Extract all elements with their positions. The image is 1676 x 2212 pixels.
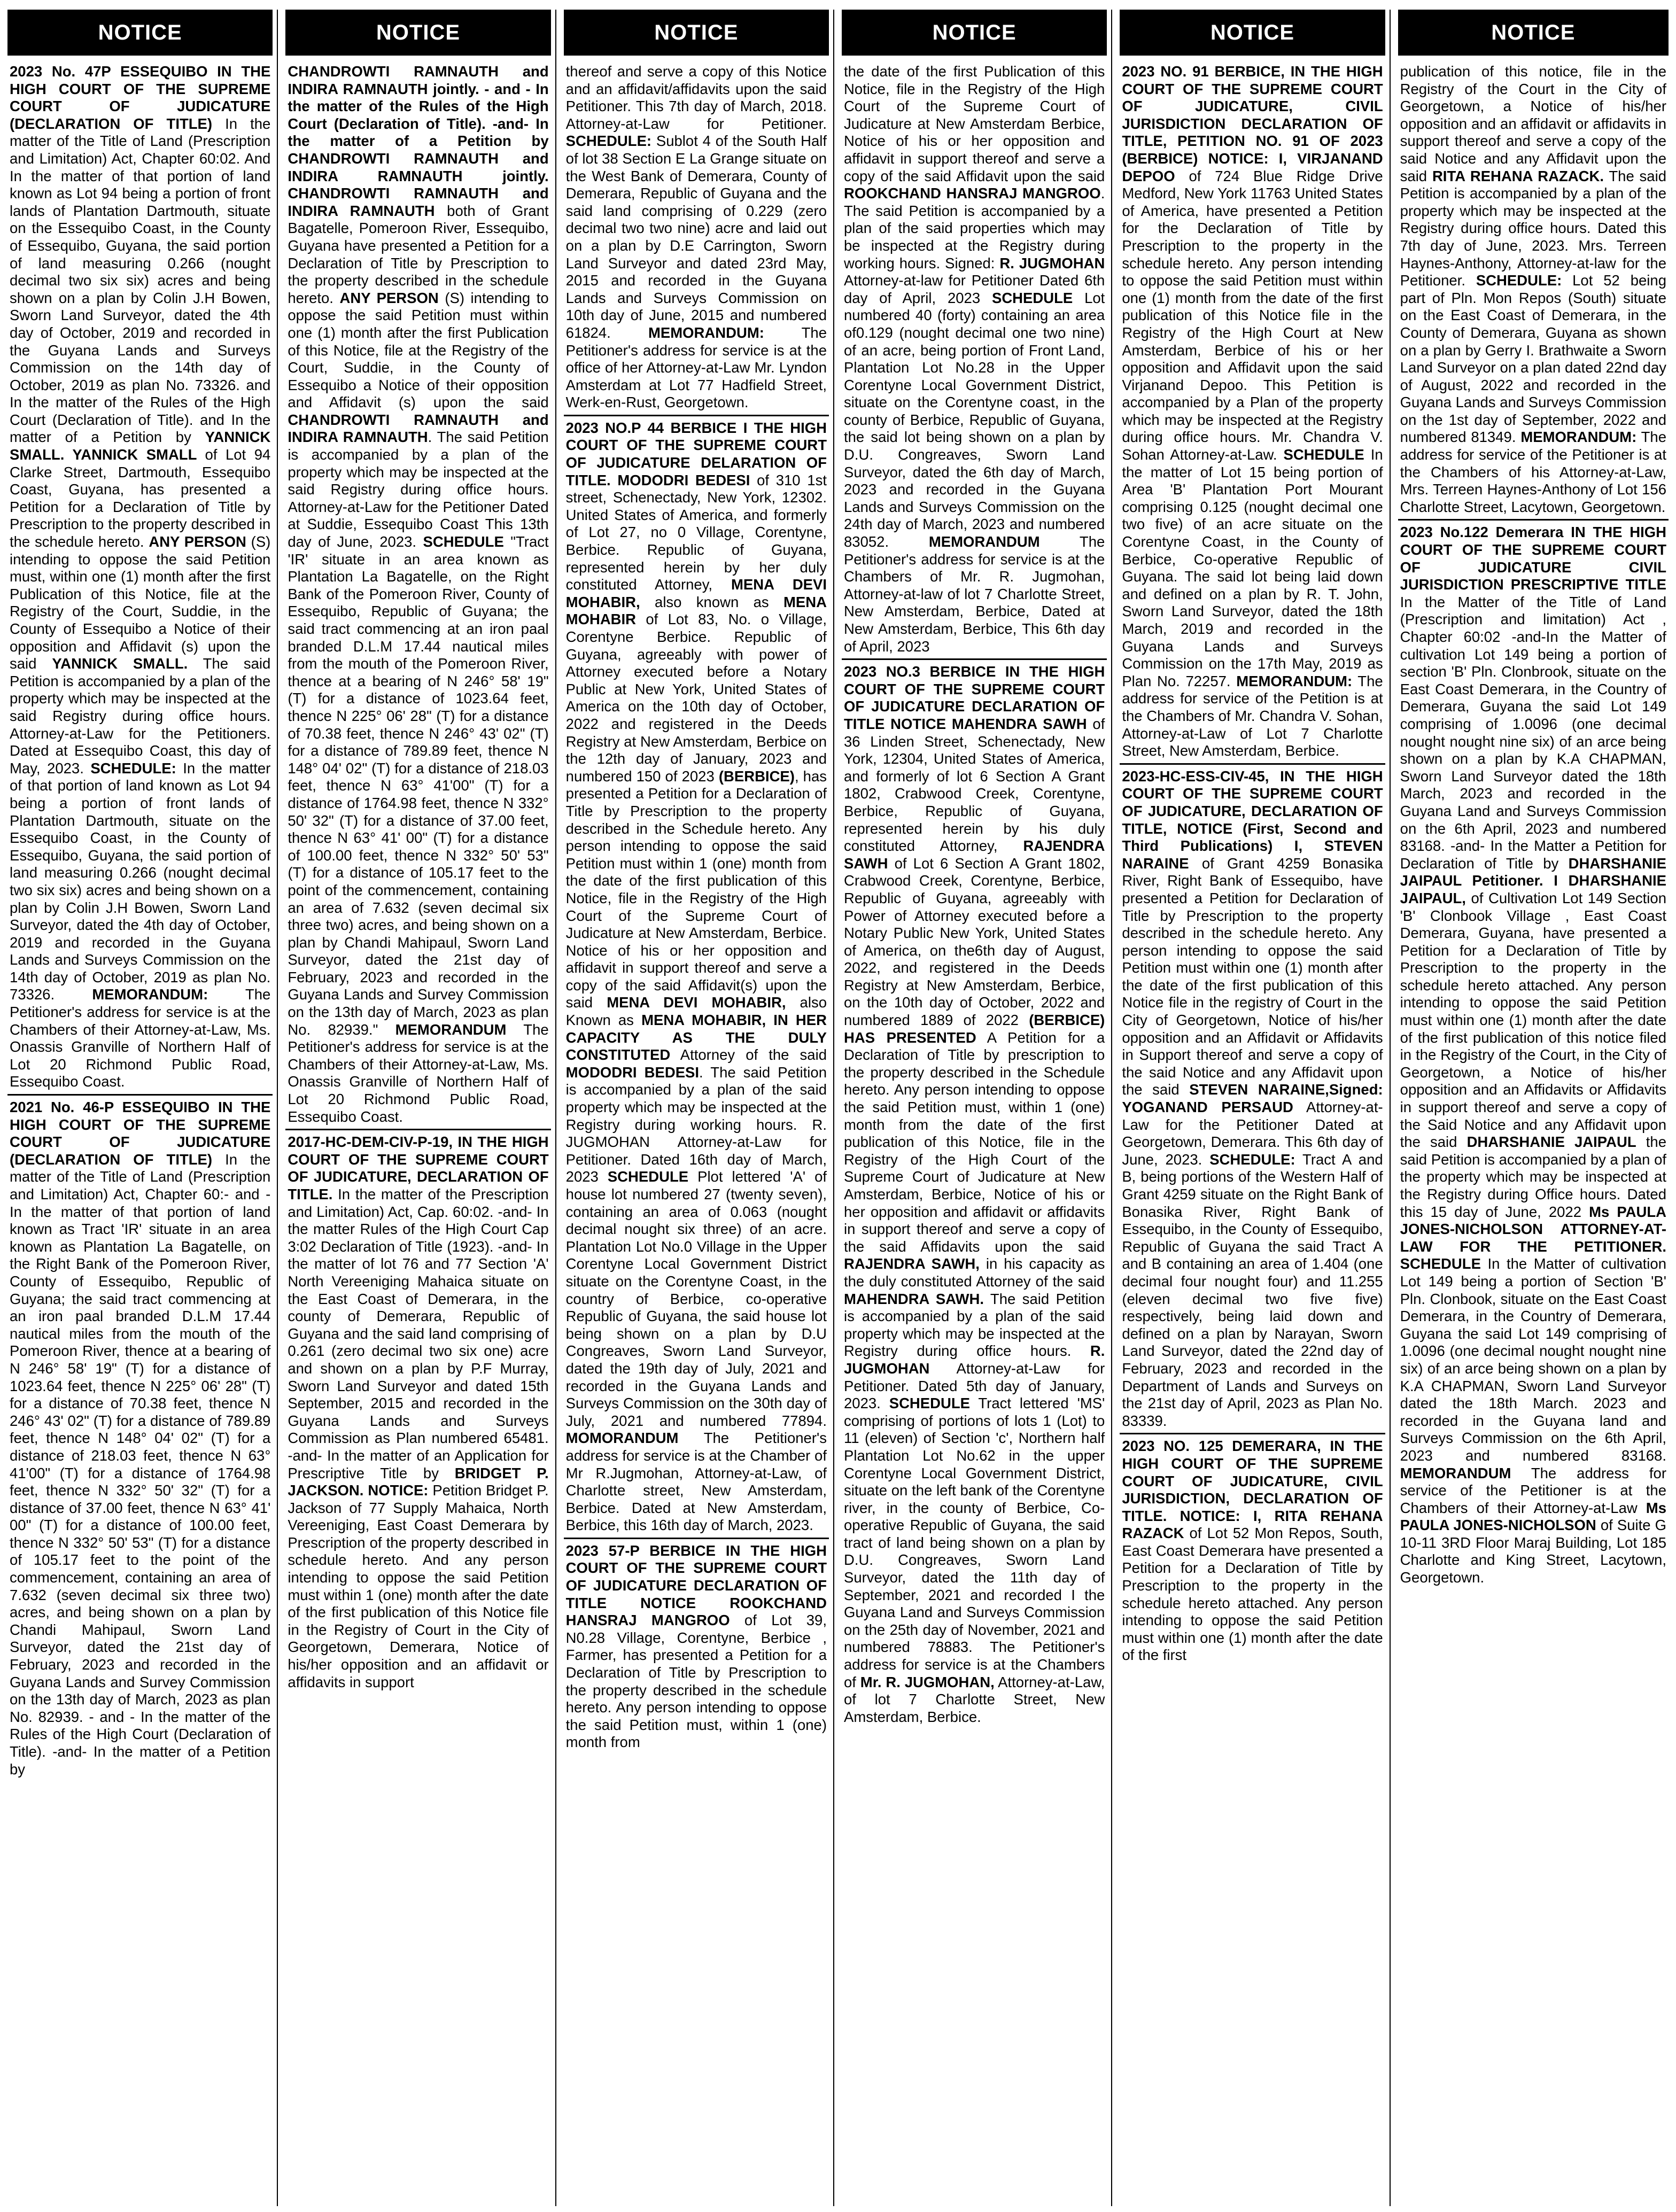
notice-entry: [7, 1098, 273, 1781]
notice-bold-text: 2017-HC-DEM-CIV-P-19, IN THE HIGH COURT OF THE SUPREME COURT OF JUDICATURE, DECLARATION OF TITLE.: [288, 1134, 549, 1202]
notice-column-3: [564, 10, 834, 2206]
notice-bold-text: Ms PAULA JONES-NICHOLSON ATTORNEY-AT-LAW FOR THE PETITIONER. SCHEDULE: [1400, 1203, 1666, 1272]
notice-bold-text: (BERBICE) HAS PRESENTED: [844, 1012, 1105, 1046]
notice-text: of Lot 6 Section A Grant 1802, Crabwood Creek, Corentyne, Berbice, Republic of Guyana, agreeably with Power of Attorney executed before a Notary Public New York, United States of America, on the6th day of August, 2022, and registered in the Deeds Registry at New Amsterdam, Berbice, on the 10th day of October, 2022 and numbered 1889 of 2022: [844, 855, 1105, 1029]
notice-bold-text: MEMORANDUM: [1400, 1464, 1511, 1481]
notice-entry: [1120, 1437, 1385, 1667]
notice-bold-text: 2023 NO.3 BERBICE IN THE HIGH COURT OF THE SUPREME COURT OF JUDICATURE DECLARATION OF TITLE NOTICE MAHENDRA SAWH: [844, 663, 1105, 732]
notice-text: In the Matter of the Title of Land (Prescription and limitation) Act , Chapter 60:02 -and-In the Matter of cultivation Lot 149 being a portion of section 'B' Pln. Clonbrook, situate on the East Coast Demerara, in the Country of Demerara, Guyana the said Lot 149 comprising of 1.0096 (one decimal nought nought nine six) of an arce being shown on a plan by K.A CHAPMAN, Sworn Land Surveyor dated the 18th March, 2023 and recorded in the Guyana Land and Surveys Commission on the 6th April, 2023 and numbered 83168. -and- In the Matter a Petition for Declaration of Title by: [1400, 593, 1666, 872]
notice-text: The Petitioner's address for service is at the Chambers of their Attorney-at-Law, Ms. Onassis Granville of Northern Half of Lot 20 Richmond Public Road, Essequibo Coast.: [288, 1021, 549, 1125]
notice-text: The Petitioner's address for service is at the office of her Attorney-at-Law Mr. Lyndon Amsterdam at Lot 77 Hadfield Street, Werk-en-Rust, Georgetown.: [565, 324, 827, 411]
notice-bold-text: CHANDROWTI RAMNAUTH and INDIRA RAMNAUTH jointly. - and - In the matter of the Rules of the High Court (Declaration of Title). -and- In the matter of a Petition by CHANDROWTI RAMNAUTH and INDIRA RAMNAUTH jointly. CHANDROWTI RAMNAUTH and INDIRA RAMNAUTH: [288, 63, 549, 219]
notice-text: Attorney-at-law for Petitioner Dated 6th day of April, 2023: [844, 272, 1105, 306]
notice-text: Attorney-at-Law for the Petitioner Dated at Georgetown, Demerara. This 6th day of June, 2023.: [1122, 1099, 1383, 1168]
notice-text: In the matter of the Prescription and Limitation) Act, Cap. 60:02. -and- In the matter Rules of the High Court Cap 3:02 Declaration of Title (1923). -and- In the matter of lot 76 and 77 Section 'A' North Vereeniging Mahaica situate on the East Coast of Demerara, in the county of Demerara, Republic of Guyana and the said land comprising of 0.261 (zero decimal two six one) acre and shown on a plan by P.F Murray, Sworn Land Surveyor and dated 15th September, 2015 and recorded in the Guyana Lands and Surveys Commission as Plan numbered 65481. -and- In the matter of an Application for Prescriptive Title by: [288, 1186, 549, 1481]
notice-text: (S) intending to oppose the said Petition must within one (1) month after the first Publication of this Notice, file at the Registry of the Court, Suddie, in the County of Essequibo a Notice of their opposition and Affidavit (s) upon the said: [288, 289, 549, 411]
notice-bold-text: CHANDROWTI RAMNAUTH and INDIRA RAMNAUTH: [288, 411, 549, 446]
notice-banner: NOTICE: [842, 10, 1107, 56]
notice-banner: NOTICE: [7, 10, 273, 56]
notice-text: The Petitioner's address for service is at the Chambers of their Attorney-at-Law, Ms. Onassis Granville of Northern Half of Lot 20 Richmond Public Road, Essequibo Coast.: [10, 986, 271, 1090]
notice-text: of Lot 83, No. o Village, Corentyne Berbice. Republic of Guyana, agreeably with power of Attorney executed before a Notary Public at New York, United States of America on the 10th day of October, 2022 and registered in the Deeds Registry at New Amsterdam, Berbice on the 12th day of January, 2023 and numbered 150 of 2023: [565, 611, 827, 785]
notice-column-5: [1120, 10, 1390, 2206]
notice-text: Tract A and B, being portions of the Western Half of Grant 4259 situate on the Right Bank of Bonasika River, Right Bank of Essequibo, in the County of Essequibo, Republic of Guyana the said Tract A and B containing an area of 1.404 (one decimal four nought four) and 11.255 (eleven decimal two five five) respectively, being laid down and defined on a plan by Narayan, Sworn Land Surveyor, dated the 22nd day of February, 2023 and recorded in the Department of Lands and Surveys on the 21st day of April, 2023 as Plan No. 83339.: [1122, 1151, 1383, 1429]
notice-text: (S) intending to oppose the said Petition must, within one (1) month after the first Publication of this Notice, file at the Registry of the Court, Suddie, in the County of Essequibo a Notice of their opposition and Affidavit (s) upon the said: [10, 533, 271, 672]
notice-text: of 36 Linden Street, Schenectady, New York, 12304, United States of America, and formerly of lot 6 Section A Grant 1802, Crabwood Creek, Corentyne, Berbice, Republic of Guyana, represented herein by his duly constituted Attorney,: [844, 715, 1105, 855]
notice-text: . The said Petition is accompanied by a plan of the property which may be inspected at the said Registry during office hours. Attorney-at-Law for the Petitioner Dated at Suddie, Essequibo Coast This 13th day of June, 2023.: [288, 429, 549, 550]
notice-entry: [564, 1541, 829, 1755]
notice-bold-text: R. JUGMOHAN: [999, 254, 1105, 271]
notice-text: A Petition for a Declaration of Title by prescription to the property described in the Schedule hereto. Any person intending to oppose the said Petition must, within 1 (one) month from the date of the first publication of this Notice, file in the Registry of the High Court of the Supreme Court of Judicature at New Amsterdam, Berbice, Notice of his or her opposition and affidavit or affidavits in support thereof and serve a copy of the said Affidavits upon the said: [844, 1029, 1105, 1255]
notice-text: of Grant 4259 Bonasika River, Right Bank of Essequibo, have presented a Petition for Declaration of Title by Prescription to the property described in the schedule hereto. Any person intending to oppose the said Petition must within one (1) month after the date of the first publication of this Notice file in the registry of Court in the City of Georgetown, Notice of his/her opposition and an Affidavit or Affidavits in Support thereof and serve a copy of the said Notice and any Affidavit upon the said: [1122, 855, 1383, 1098]
notice-bold-text: 2023 No. 47P ESSEQUIBO IN THE HIGH COURT OF THE SUPREME COURT OF JUDICATURE (DECLARATION OF TITLE): [10, 63, 271, 132]
notice-banner: NOTICE: [285, 10, 550, 56]
notice-text: Lot 52 being part of Pln. Mon Repos (South) situate on the East Coast of Demerara, in the County of Demerara, Guyana as shown on a plan by Gerry I. Brathwaite a Sworn Land Surveyor on a plan dated 22nd day of August, 2022 and recorded in the Guyana Lands and Surveys Commission on the 1st day of September, 2022 and numbered 81349.: [1400, 272, 1666, 446]
notice-entry: [285, 62, 550, 1130]
notice-entry: [1120, 62, 1385, 765]
notice-text: the said Petition is accompanied by a plan of the property which may be inspected at the Registry during Office hours. Dated this 15 day of June, 2022: [1400, 1134, 1667, 1220]
notice-bold-text: MEMORANDUM: [928, 533, 1040, 550]
notice-bold-text: BRIDGET P. JACKSON. NOTICE:: [288, 1464, 549, 1499]
notice-bold-text: SCHEDULE: [607, 1168, 689, 1185]
notice-bold-text: SCHEDULE:: [90, 759, 176, 777]
notice-text: of Suite G 10-11 3RD Floor Maraj Building, Lot 185 Charlotte and King Street, Lacytown, Georgetown.: [1400, 1517, 1666, 1586]
notice-text: The said Petition is accompanied by a plan of the property which may be inspected at the Registry during office hours. Dated this 7th day of June, 2023. Mrs. Terreen Haynes-Anthony, Attorney-at-law for the Petitioner.: [1400, 167, 1667, 289]
notice-bold-text: R. JUGMOHAN: [844, 1342, 1105, 1377]
notice-bold-text: SCHEDULE:: [1209, 1151, 1295, 1168]
notice-bold-text: 2023 57-P BERBICE IN THE HIGH COURT OF THE SUPREME COURT OF JUDICATURE DECLARATION OF TITLE NOTICE ROOKCHAND HANSRAJ MANGROO: [565, 1542, 827, 1629]
notice-text: of 310 1st street, Schenectady, New York, 12302. United States of America, and formerly of Lot 27, no 0 Village, Corentyne, Berbice. Republic of Guyana, represented herein by her duly constituted Attorney,: [565, 471, 827, 593]
notice-text: Attorney of the said: [670, 1046, 827, 1064]
notice-bold-text: ANY PERSON: [149, 533, 251, 550]
notice-bold-text: SCHEDULE: [423, 533, 504, 550]
notice-text: The Petitioner's address for service is at the Chamber of Mr R.Jugmohan, Attorney-at-Law, of Charlotte street, New Amsterdam, Berbice. Dated at New Amsterdam, Berbice, this 16th day of March, 2023.: [565, 1430, 827, 1534]
notice-bold-text: 2023-HC-ESS-CIV-45, IN THE HIGH COURT OF THE SUPREME COURT OF JUDICATURE, DECLARATION OF TITLE, NOTICE (First, Second and Third Publications) I, STEVEN NARAINE: [1122, 767, 1383, 872]
notice-bold-text: Ms PAULA JONES-NICHOLSON: [1400, 1499, 1666, 1534]
notice-bold-text: RAJENDRA SAWH,: [844, 1255, 980, 1272]
notice-bold-text: DHARSHANIE JAIPAUL: [1467, 1134, 1636, 1151]
notice-column-6: [1398, 10, 1669, 2206]
notice-bold-text: DHARSHANIE JAIPAUL Petitioner. I DHARSHANIE JAIPAUL,: [1400, 855, 1666, 906]
notice-bold-text: RAJENDRA SAWH: [844, 837, 1105, 872]
notice-column-2: [285, 10, 556, 2206]
notice-text: Sublot 4 of the South Half of lot 38 Section E La Grange situate on the West Bank of Demerara, County of Demerara, Republic of Guyana and the said land comprising of 0.229 (zero decimal two two nine) acre and laid out on a plan by D.E Carrington, Sworn Land Surveyor and dated 23rd May, 2015 and recorded in the Guyana Lands and Surveys Commission on 10th day of June, 2015 and numbered 61824.: [565, 133, 827, 341]
notice-entry: [7, 62, 273, 1096]
notice-bold-text: MAHENDRA SAWH.: [844, 1290, 984, 1307]
notice-bold-text: MEMORANDUM:: [1236, 672, 1353, 689]
notice-text: Petition Bridget P. Jackson of 77 Supply Mahaica, North Vereeniging, East Coast Demerara by Prescription of the property described in schedule hereto. And any person intending to oppose the said Petition must within 1 (one) month after the date of the first publication of this Notice file in the Registry of Court in the City of Georgetown, Demerara, Notice of his/her opposition and an affidavit or affidavits in support: [288, 1482, 549, 1690]
notice-entry: [564, 62, 829, 416]
notice-bold-text: MEMORANDUM: [395, 1021, 507, 1038]
notice-entry: [1398, 62, 1669, 521]
notice-text: Tract lettered 'MS' comprising of portions of lots 1 (Lot) to 11 (eleven) of Section 'c', Northern half Plantation Lot No.62 in the upper Corentyne Local Government District, situate on the left bank of the Corentyne river, in the county of Berbice, Co-operative Republic of Guyana, the said tract of land being shown on a plan by D.U. Congreaves, Sworn Land Surveyor, dated the 11th day of September, 2021 and recorded I the Guyana Land and Surveys Commission on the 25th day of November, 2021 and numbered 78883. The Petitioner's address for service is at the Chambers of: [844, 1395, 1105, 1690]
notice-text: The address for service of the Petitioner is at the Chambers of his Attorney-at-Law, Mrs. Terreen Haynes-Anthony of Lot 156 Charlotte Street, Lacytown, Georgetown.: [1400, 429, 1666, 515]
notice-text: The Petitioner's address for service is at the Chambers of Mr. R. Jugmohan, Attorney-at-law of lot 7 Charlotte Street, New Amsterdam, Berbice, Dated at New Amsterdam, Berbice, This 6th day of April, 2023: [844, 533, 1105, 655]
notice-bold-text: Mr. R. JUGMOHAN,: [860, 1673, 995, 1690]
notice-bold-text: ANY PERSON: [339, 289, 439, 306]
notice-bold-text: 2021 No. 46-P ESSEQUIBO IN THE HIGH COURT OF THE SUPREME COURT OF JUDICATURE (DECLARATION OF TITLE): [10, 1099, 271, 1168]
notice-entry: [564, 418, 829, 1539]
notice-text: The said Petition is accompanied by a plan of the said property which may be inspected at the Registry during office hours.: [844, 1290, 1105, 1360]
notice-bold-text: SCHEDULE: [889, 1395, 970, 1412]
notice-bold-text: YANNICK SMALL. YANNICK SMALL: [10, 429, 271, 463]
notice-entry: [1120, 767, 1385, 1435]
notice-bold-text: MOMORANDUM: [565, 1430, 679, 1447]
notice-text: . The said Petition is accompanied by a plan of the said properties which may be inspected at the Registry during working hours. Signed:: [844, 185, 1105, 271]
notice-bold-text: MENA DEVI MOHABIR,: [565, 576, 827, 610]
notice-text: of Lot 39, N0.28 Village, Corentyne, Berbice , Farmer, has presented a Petition for a Declaration of Title by Prescription to the property described in the schedule hereto. Any person intending to oppose the said Petition must, within 1 (one) month from: [565, 1612, 827, 1751]
notice-bold-text: (BERBICE): [718, 767, 795, 785]
notice-bold-text: MENA DEVI MOHABIR,: [607, 994, 786, 1011]
notice-text: of 724 Blue Ridge Drive Medford, New York 11763 United States of America, have presented a Petition for the Declaration of Title by Prescription to the property in the schedule hereto. Any person intending to oppose the said Petition must within one (1) month from the date of the first publication of this Notice file in the Registry of the High Court at New Amsterdam, Berbice of his or her opposition and Affidavit upon the said Virjanand Depoo. This Petition is accompanied by a Plan of the property which may be inspected at the Registry during office hours. Mr. Chandra V. Sohan Attorney-at-Law.: [1122, 167, 1383, 463]
notice-entry: [285, 1132, 550, 1694]
notice-banner: NOTICE: [564, 10, 829, 56]
notice-text: The said Petition is accompanied by a plan of the property which may be inspected at the said Registry during office hours. Attorney-at-Law for the Petitioners. Dated at Essequibo Coast, this day of May, 2023.: [10, 655, 271, 777]
notice-bold-text: MEMORANDUM:: [1520, 429, 1637, 446]
notice-bold-text: MENA MOHABIR, IN HER CAPACITY AS THE DULY CONSTITUTED: [565, 1012, 827, 1064]
notice-banner: NOTICE: [1120, 10, 1385, 56]
notice-bold-text: 2023 No.122 Demerara IN THE HIGH COURT OF THE SUPREME COURT OF JUDICATURE CIVIL JURISDICTION PRESCRIPTIVE TITLE: [1400, 524, 1666, 593]
notice-entry: [842, 662, 1107, 1729]
notice-text: "Tract 'IR' situate in an area known as Plantation La Bagatelle, on the Right Bank of the Pomeroon River, County of Essequibo, Republic of Guyana; the said tract commencing at an iron paal branded D.L.M 17.44 nautical miles from the mouth of the Pomeroon River, thence at a bearing of N 246° 58' 19" (T) for a distance of 1023.64 feet, thence N 225° 06' 28" (T) for a distance of 70.38 feet, thence N 246° 43' 02" (T) for a distance of 789.89 feet, thence N 148° 04' 02" (T) for a distance of 218.03 feet, thence N 63° 41'00" (T) for a distance of 1764.98 feet, thence N 332° 50' 32" (T) for a distance of 37.00 feet, thence N 63° 41' 00" (T) for a distance of 100.00 feet, thence N 332° 50' 53" (T) for a distance of 105.17 feet to the point of the commencement, containing an area of 7.632 (seven decimal six three two) acres, and being shown on a plan by Chandi Mahipaul, Sworn Land Surveyor, dated the 21st day of February, 2023 and recorded in the Guyana Lands and Survey Commission on the 13th day of March, 2023 as plan No. 82939.": [288, 533, 549, 1038]
notice-bold-text: STEVEN NARAINE,Signed: YOGANAND PERSAUD: [1122, 1081, 1383, 1116]
notice-text: In the matter of Lot 15 being portion of Area 'B' Plantation Port Mourant comprising 0.125 (nought decimal one two five) of an acre situate on the Corentyne Coast, in the County of Berbice, Co-operative Republic of Guyana. The said lot being laid down and defined on a plan by R. T. John, Sworn Land Surveyor, dated the 18th March, 2019 and recorded in the Guyana Lands and Surveys Commission on the 17th May, 2019 as Plan No. 72257.: [1122, 446, 1383, 689]
notice-text: also Known as: [565, 994, 827, 1029]
notice-text: . The said Petition is accompanied by a plan of the said property which may be inspected at the Registry during working hours. R. JUGMOHAN Attorney-at-Law for Petitioner. Dated 16th day of March, 2023: [565, 1064, 827, 1185]
notice-text: In the Matter of cultivation Lot 149 being a portion of Section 'B' Pln. Clonbook, situate on the East Coast Demerara, in the Country of Demerara, Guyana the said Lot 149 comprising of 1.0096 (one decimal nought nought nine six) of an arce being shown on a plan by K.A CHAPMAN, Sworn Land Surveyor dated the 18th March. 2023 and recorded in the Guyana land and Surveys Commission on the 6th April, 2023 and numbered 83168.: [1400, 1255, 1666, 1464]
notice-text: The address for service of the Petition is at the Chambers of Mr. Chandra V. Sohan, Attorney-at-Law of Lot 7 Charlotte Street, New Amsterdam, Berbice.: [1122, 672, 1383, 759]
notice-text: Attorney-at-Law for Petitioner. Dated 5th day of January, 2023.: [844, 1360, 1105, 1412]
notice-bold-text: SCHEDULE:: [565, 133, 652, 150]
notice-bold-text: YANNICK SMALL.: [52, 655, 188, 672]
notice-banner: NOTICE: [1398, 10, 1669, 56]
notice-bold-text: 2023 NO.P 44 BERBICE I THE HIGH COURT OF THE SUPREME COURT OF JUDICATURE DELARATION OF TITLE. MODODRI BEDESI: [565, 419, 827, 488]
notice-text: In the matter of the Title of Land (Prescription and Limitation) Act, Chapter 60:- and - In the matter of that portion of land known as Tract 'IR' situate in an area known as Plantation La Bagatelle, on the Right Bank of the Pomeroon River, County of Essequibo, Republic of Guyana; the said tract commencing at an iron paal branded D.L.M 17.44 nautical miles from the mouth of the Pomeroon River, thence at a bearing of N 246° 58' 19" (T) for a distance of 1023.64 feet, thence N 225° 06' 28" (T) for a distance of 70.38 feet, thence N 246° 43' 02" (T) for a distance of 789.89 feet, thence N 148° 04' 02" (T) for a distance of 218.03 feet, thence N 63° 41'00" (T) for a distance of 1764.98 feet, thence N 332° 50' 32" (T) for a distance of 37.00 feet, thence N 63° 41' 00" (T) for a distance of 100.00 feet, thence N 332° 50' 53" (T) for a distance of 105.17 feet to the point of the commencement, containing an area of 7.632 (seven decimal six three two) acres, and being shown on a plan by Chandi Mahipaul, Sworn Land Surveyor, dated the 21st day of February, 2023 and recorded in the Guyana Lands and Survey Commission on the 13th day of March, 2023 as plan No. 82939. - and - In the matter of the Rules of the High Court (Declaration of Title). -and- In the matter of a Petition by: [10, 1151, 271, 1778]
notice-bold-text: 2023 NO. 91 BERBICE, IN THE HIGH COURT OF THE SUPREME COURT OF JUDICATURE, CIVIL JURISDICTION DECLARATION OF TITLE, PETITION NO. 91 OF 2023 (BERBICE) NOTICE: I, VIRJANAND DEPOO: [1122, 63, 1383, 184]
notice-text: Plot lettered 'A' of house lot numbered 27 (twenty seven), containing an area of 0.063 (nought decimal nought six three) of an acre. Plantation Lot No.0 Village in the Upper Corentyne Local Government District situate on the Corentyne Coast, in the country of Berbice, co-operative Republic of Guyana, the said house lot being shown on a plan by D.U Congreaves, Sworn Land Surveyor, dated the 19th day of July, 2021 and recorded in the Guyana Lands and Surveys Commission on the 30th day of July, 2021 and numbered 77894.: [565, 1168, 827, 1429]
notice-text: , has presented a Petition for a Declaration of Title by Prescription to the property described in the Schedule hereto. Any person intending to oppose the said Petition must within 1 (one) month from the date of the first publication of this Notice, file in the Registry of the High Court of the Supreme Court of Judicature at New Amsterdam, Berbice. Notice of his or her opposition and affidavit in support thereof and serve a copy of the said Affidavit(s) upon the said: [565, 767, 827, 1011]
notice-entry: [1398, 523, 1669, 1589]
notice-bold-text: 2023 NO. 125 DEMERARA, IN THE HIGH COURT OF THE SUPREME COURT OF JUDICATURE, CIVIL JURISDICTION, DECLARATION OF TITLE. NOTICE: I, RITA REHANA RAZACK: [1122, 1438, 1383, 1542]
notice-bold-text: MEMORANDUM:: [92, 986, 208, 1003]
notice-bold-text: SCHEDULE: [1283, 446, 1364, 463]
notice-text: the date of the first Publication of this Notice, file in the Registry of the High Court of the Supreme Court of Judicature at New Amsterdam Berbice, Notice of his or her opposition and affidavit in support thereof and serve a copy of the said Affidavit upon the said: [844, 63, 1105, 184]
notice-bold-text: SCHEDULE: [991, 289, 1073, 306]
notice-bold-text: RITA REHANA RAZACK.: [1432, 167, 1604, 184]
notice-bold-text: ROOKCHAND HANSRAJ MANGROO: [844, 185, 1101, 202]
notice-text: publication of this notice, file in the Registry of the Court in the City of Georgetown, a Notice of his/her opposition and an affidavit or affidavits in support thereof and serve a copy of the said Notice and any Affidavit upon the said: [1400, 63, 1666, 184]
notice-text: of Lot 94 Clarke Street, Dartmouth, Essequibo Coast, Guyana, has presented a Petition for a Declaration of Title by Prescription to the property described in the schedule hereto.: [10, 446, 271, 550]
notice-text: of Lot 52 Mon Repos, South, East Coast Demerara have presented a Petition for a Declaration of Title by Prescription to the property in the schedule hereto attached. Any person intending to oppose the said Petition must within one (1) month after the date of the first: [1122, 1525, 1383, 1664]
notice-bold-text: MEMORANDUM:: [648, 324, 764, 341]
notice-text: both of Grant Bagatelle, Pomeroon River, Essequibo, Guyana have presented a Petition for a Declaration of Title by Prescription to the property described in the schedule hereto.: [288, 202, 549, 306]
notice-entry: [842, 62, 1107, 660]
notice-text: also known as: [640, 593, 784, 610]
notice-bold-text: MENA MOHABIR: [565, 593, 827, 628]
notice-column-1: [7, 10, 278, 2206]
notice-text: Attorney-at-Law, of lot 7 Charlotte Street, New Amsterdam, Berbice.: [844, 1673, 1105, 1725]
notice-column-4: [842, 10, 1112, 2206]
notice-text: In the matter of the Title of Land (Prescription and Limitation) Act, Chapter 60:02. And In the matter of that portion of land known as Lot 94 being a portion of front lands of Plantation Dartmouth, situate on the Essequibo Coast, in the County of Essequibo, Guyana, the said portion of land measuring 0.266 (nought decimal two six six) acres and being shown on a plan by Colin J.H Bowen, Sworn Land Surveyor, dated the 4th day of October, 2019 and recorded in the Guyana Lands and Surveys Commission on the 14th day of October, 2019 as plan No. 73326. and In the matter of the Rules of the High Court (Declaration of Title). and In the matter of a Petition by: [10, 115, 271, 446]
notice-text: Lot numbered 40 (forty) containing an area of0.129 (nought decimal one two nine) of an acre, being portion of Front Land, Plantation Lot No.28 in the Upper Corentyne Local Government District, situate on the Corentyne coast, in the county of Berbice, Republic of Guyana, the said lot being shown on a plan by D.U. Congreaves, Sworn Land Surveyor, dated the 6th day of March, 2023 and recorded in the Guyana Lands and Surveys Commission on the 24th day of March, 2023 and numbered 83052.: [844, 289, 1105, 550]
notice-text: The address for service of the Petitioner is at the Chambers of their Attorney-at-Law: [1400, 1464, 1666, 1516]
notice-text: of Cultivation Lot 149 Section 'B' Clonbook Village , East Coast Demerara, Guyana, have presented a Petition for a Declaration of Title by Prescription to the property in the schedule hereto attached. Any person intending to oppose the said Petition must within one (1) month after the date of the first publication of this notice filed in the Registry of the Court, in the City of Georgetown, a Notice of his/her opposition and an Affidavits or Affidavits in support thereof and serve a copy of the Said Notice and any Affidavit upon the said: [1400, 889, 1666, 1151]
notice-text: thereof and serve a copy of this Notice and an affidavit/affidavits upon the said Petitioner. This 7th day of March, 2018. Attorney-at-Law for Petitioner.: [565, 63, 827, 132]
notice-bold-text: SCHEDULE:: [1476, 272, 1562, 289]
newspaper-page: [7, 10, 1669, 2206]
notice-text: In the matter of that portion of land known as Lot 94 being a portion of front lands of Plantation Dartmouth, situate on the Essequibo Coast, in the County of Essequibo, Guyana, the said portion of land measuring 0.266 (nought decimal two six six) acres and being shown on a plan by Colin J.H Bowen, Sworn Land Surveyor, dated the 4th day of October, 2019 and recorded in the Guyana Lands and Surveys Commission on the 14th day of October, 2019 as plan No. 73326.: [10, 759, 271, 1003]
notice-bold-text: MODODRI BEDESI: [565, 1064, 700, 1081]
notice-text: in his capacity as the duly constituted Attorney of the said: [844, 1255, 1105, 1290]
